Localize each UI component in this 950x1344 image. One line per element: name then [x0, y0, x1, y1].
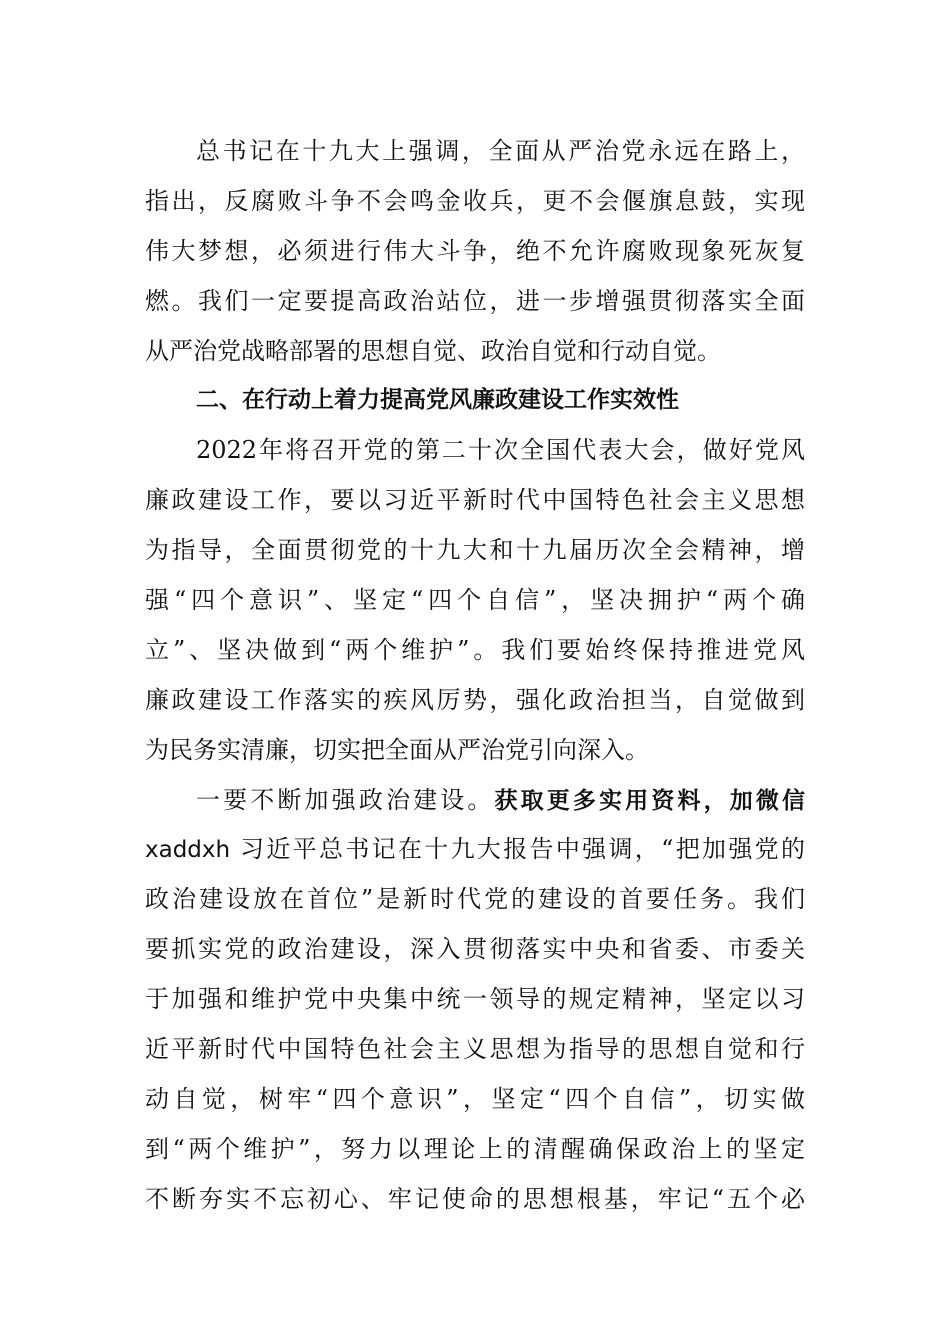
text-line: [145, 825, 805, 875]
text-line: 立”、坚决做到“两个维护”。我们要始终保持推进党风: [145, 635, 805, 664]
text-line: 燃。我们一定要提高政治站位，进一步增强贯彻落实全面: [145, 286, 805, 315]
wechat-id: xaddxh: [145, 837, 231, 864]
text-line: [145, 776, 805, 826]
promo-text: 获取更多实用资料，加微信: [494, 787, 806, 814]
text-line: 指出，反腐败斗争不会鸣金收兵，更不会偃旗息鼓，实现: [145, 186, 805, 215]
text-line: 廉政建设工作，要以习近平新时代中国特色社会主义思想: [145, 486, 805, 515]
text-line: 动自觉，树牢“四个意识”，坚定“四个自信”，切实做: [145, 1084, 805, 1113]
text-line: 为指导，全面贯彻党的十九大和十九届历次全会精神，增: [145, 536, 805, 565]
text-line: 2022年将召开党的第二十次全国代表大会，做好党风: [196, 436, 805, 465]
text-line: 强“四个意识”、坚定“四个自信”，坚决拥护“两个确: [145, 586, 805, 615]
text-line: 政治建设放在首位”是新时代党的建设的首要任务。我们: [145, 885, 805, 914]
text-normal: 习近平总书记在十九大报告中强调，“把加强党的: [240, 835, 805, 864]
text-line: 要抓实党的政治建设，深入贯彻落实中央和省委、市委关: [145, 935, 805, 964]
text-line: 伟大梦想，必须进行伟大斗争，绝不允许腐败现象死灰复: [145, 236, 805, 265]
text-line: 为民务实清廉，切实把全面从严治党引向深入。: [145, 735, 649, 764]
text-line: 近平新时代中国特色社会主义思想为指导的思想自觉和行: [145, 1035, 805, 1064]
text-line: 总书记在十九大上强调，全面从严治党永远在路上，: [196, 137, 805, 165]
text-line: 到“两个维护”，努力以理论上的清醒确保政治上的坚定: [145, 1134, 805, 1163]
text-line: 不断夯实不忘初心、牢记使命的思想根基，牢记“五个必: [145, 1184, 805, 1213]
text-line: 于加强和维护党中央集中统一领导的规定精神，坚定以习: [145, 985, 805, 1014]
text-line: 从严治党战略部署的思想自觉、政治自觉和行动自觉。: [145, 336, 721, 365]
text-normal: 一要不断加强政治建设。: [196, 785, 495, 814]
document-page: [145, 127, 805, 1225]
section-heading: 二、在行动上着力提高党风廉政建设工作实效性: [196, 387, 679, 414]
text-line: 廉政建设工作落实的疾风厉势，强化政治担当，自觉做到: [145, 685, 805, 714]
